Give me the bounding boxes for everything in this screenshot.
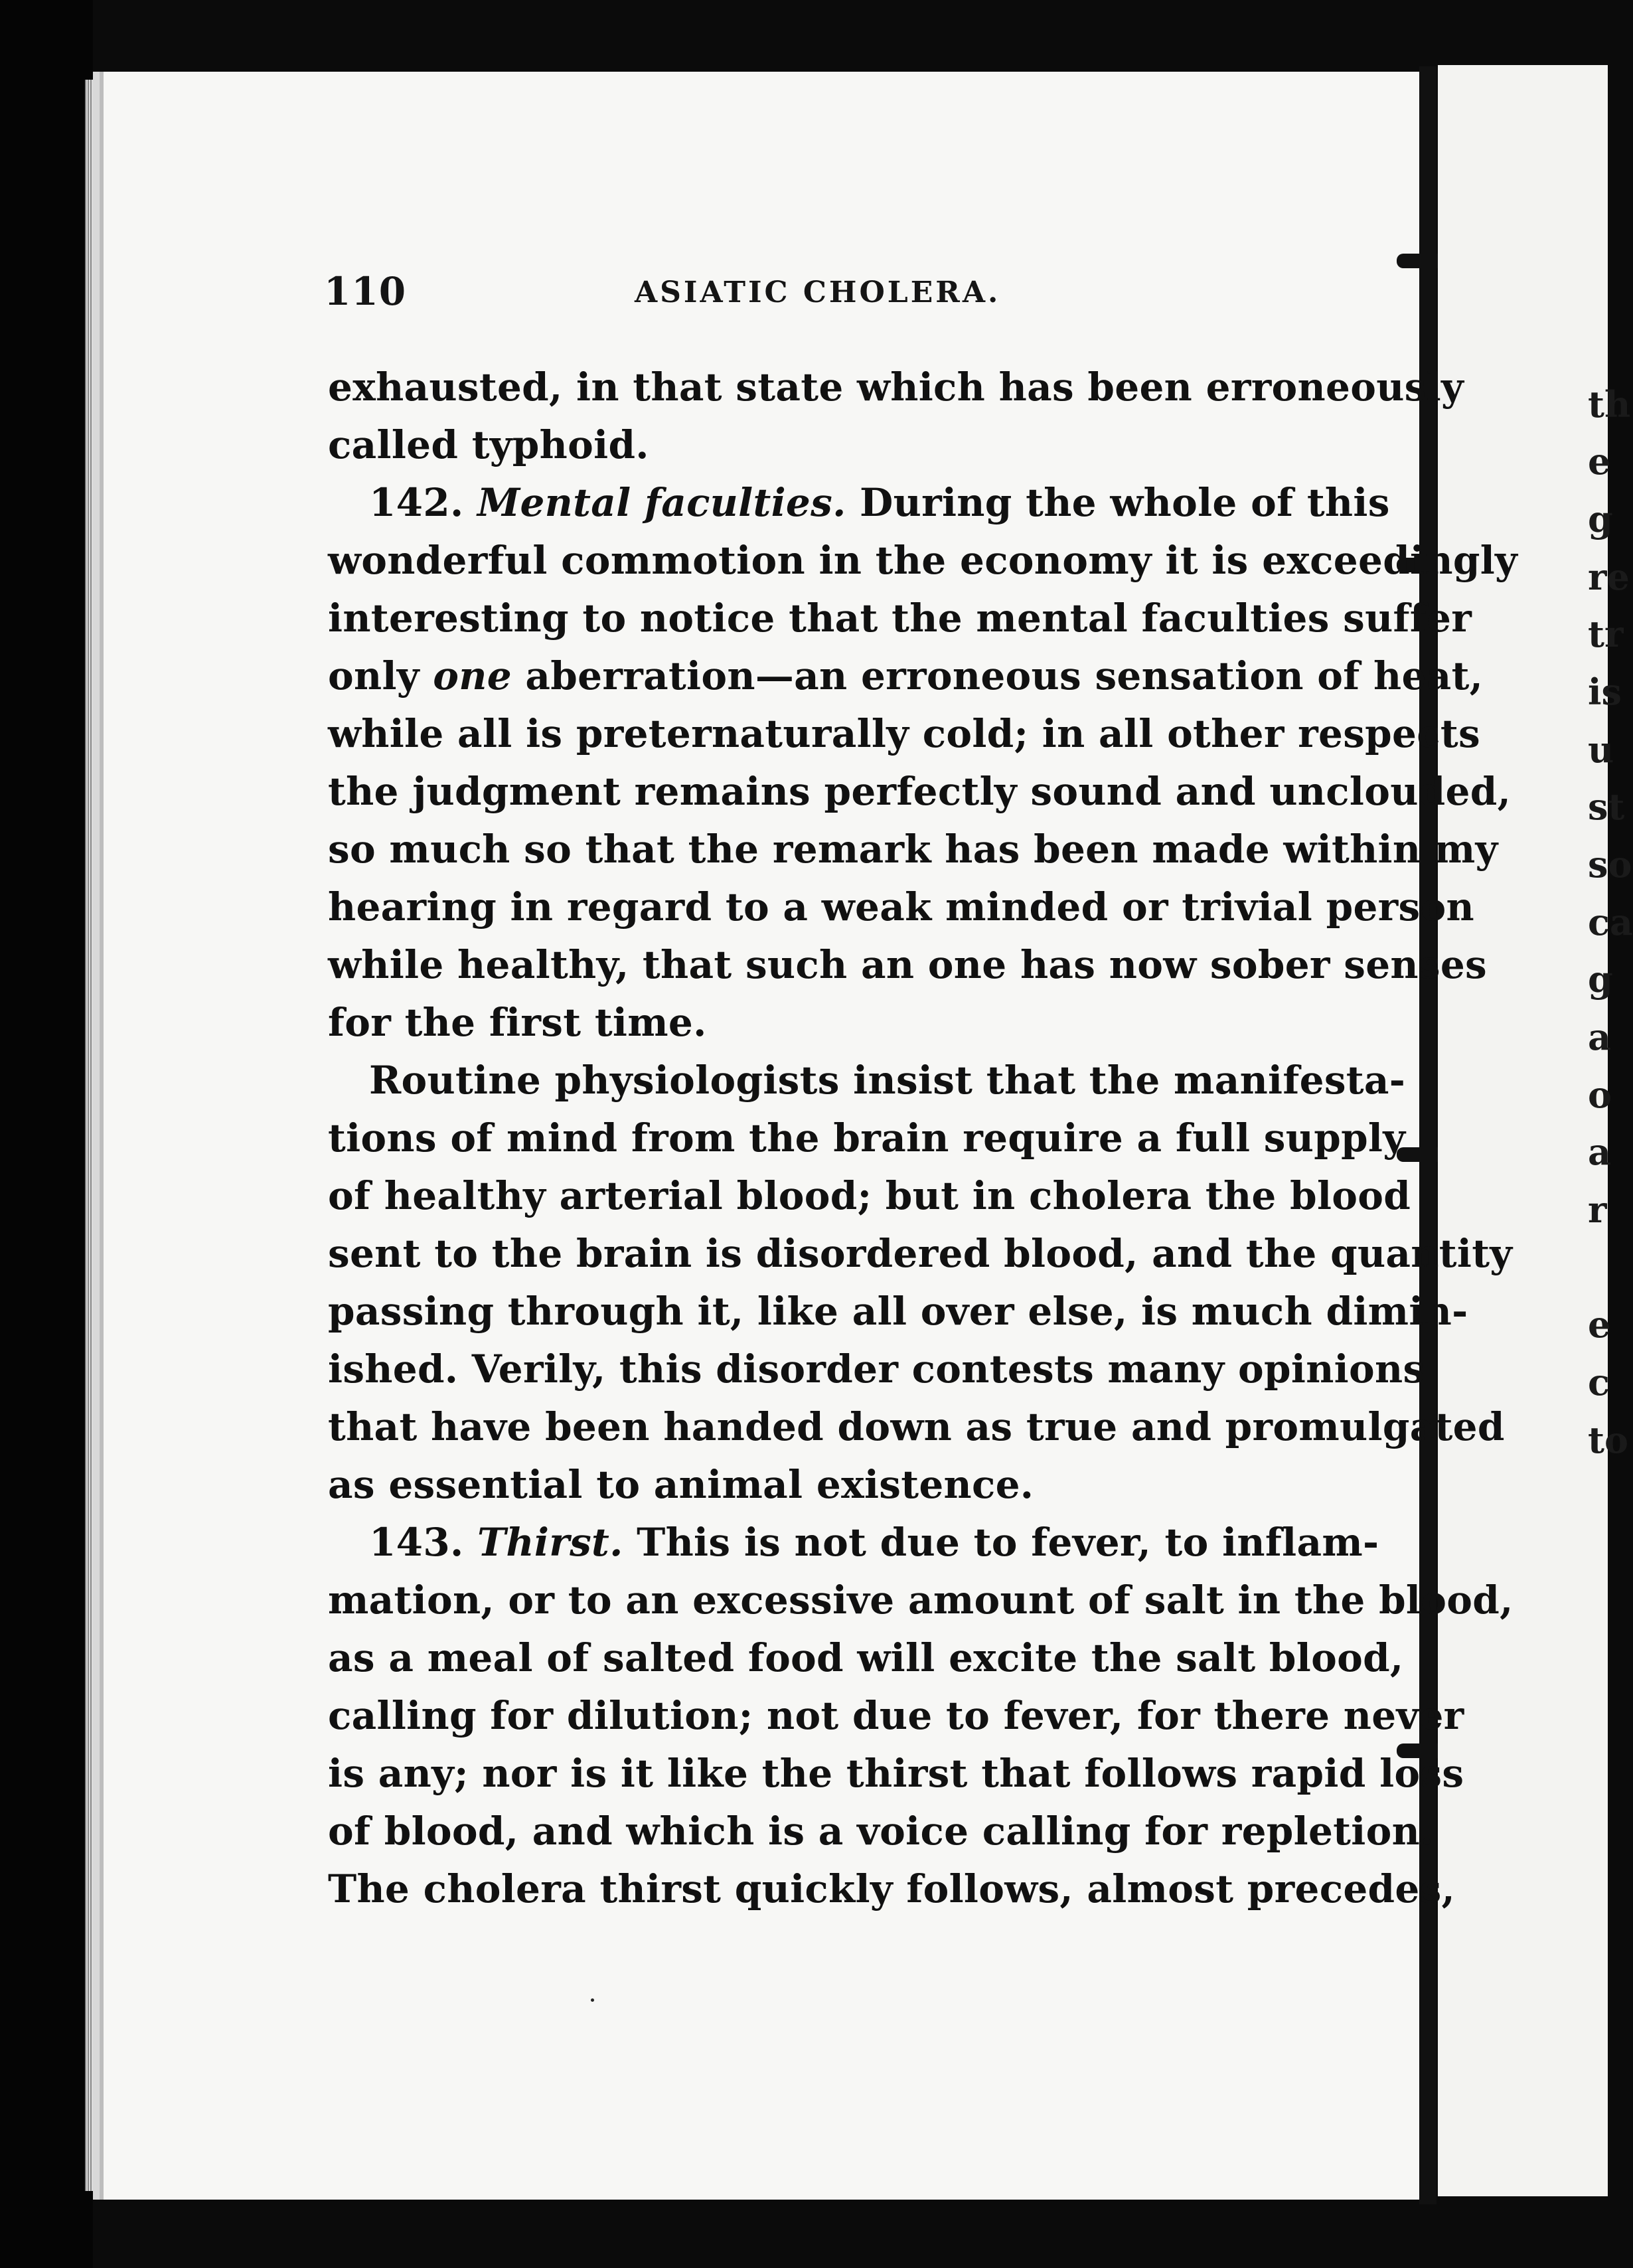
facing-page-word-fragment: g	[1588, 958, 1613, 1001]
line-text: as a meal of salted food will excite the salt blood,	[328, 1635, 1404, 1680]
line-text: This is not due to fever, to inflam-	[623, 1520, 1379, 1565]
text-line	[328, 474, 1390, 532]
text-line	[328, 821, 1498, 878]
text-line	[328, 647, 1484, 705]
text-line	[328, 1572, 1514, 1629]
section-number: 143.	[369, 1520, 464, 1565]
facing-page-word-fragment: e	[1588, 1303, 1611, 1346]
page-number: 110	[324, 269, 407, 314]
facing-page-word-fragment: a	[1588, 1016, 1611, 1058]
facing-page-word-fragment: e	[1588, 440, 1611, 483]
text-line	[328, 1803, 1434, 1860]
text-line	[328, 1514, 1379, 1572]
line-text: Routine physiologists insist that the manifesta-	[369, 1058, 1406, 1103]
text-line	[328, 1225, 1513, 1283]
text-line	[328, 1745, 1464, 1803]
line-text: as essential to animal existence.	[328, 1462, 1034, 1507]
text-line	[328, 1398, 1505, 1456]
line-text: hearing in regard to a weak minded or trivial person	[328, 884, 1474, 930]
scan-speck	[591, 1998, 594, 2002]
facing-page-word-fragment: st	[1588, 785, 1625, 828]
text-line	[328, 763, 1512, 821]
line-text: wonderful commotion in the economy it is exceedingly	[328, 538, 1518, 583]
facing-page-word-fragment: g	[1588, 498, 1613, 540]
facing-page-word-fragment: o	[1588, 1074, 1612, 1116]
page-body-text	[328, 359, 1518, 1918]
line-text: for the first time.	[328, 1000, 707, 1045]
facing-page-word-fragment: re	[1588, 556, 1630, 598]
facing-page-word-fragment: c	[1588, 1361, 1610, 1404]
text-line	[328, 1283, 1468, 1340]
line-text: passing through it, like all over else, is much dimin-	[328, 1289, 1468, 1334]
text-line	[328, 532, 1518, 590]
text-line	[328, 994, 1290, 1052]
text-line	[328, 705, 1480, 763]
line-text: calling for dilution; not due to fever, for there never	[328, 1693, 1464, 1738]
text-line	[328, 416, 1290, 474]
text-line	[328, 590, 1472, 647]
text-line	[328, 878, 1474, 936]
text-line	[328, 1052, 1406, 1109]
text-line	[328, 1109, 1406, 1167]
facing-page-word-fragment: th	[1588, 383, 1631, 426]
line-text: is any; nor is it like the thirst that follows rapid loss	[328, 1751, 1464, 1796]
text-line	[328, 1860, 1456, 1918]
facing-page-word-fragment: ca	[1588, 901, 1633, 943]
line-text: sent to the brain is disordered blood, and the quantity	[328, 1231, 1513, 1276]
line-text: The cholera thirst quickly follows, almost precedes,	[328, 1866, 1456, 1911]
facing-page-word-fragment: a	[1588, 1131, 1611, 1173]
line-text: mation, or to an excessive amount of salt in the blood,	[328, 1578, 1514, 1623]
text-line	[328, 359, 1464, 416]
facing-page-word-fragment: u	[1588, 728, 1614, 771]
line-text: of healthy arterial blood; but in cholera the blood	[328, 1173, 1411, 1218]
italic-text: one	[433, 653, 512, 698]
facing-page-word-fragment: to	[1588, 1419, 1628, 1461]
text-line	[328, 1687, 1464, 1745]
facing-page-word-fragment: tr	[1588, 613, 1624, 655]
line-text: the judgment remains perfectly sound and unclouded,	[328, 769, 1512, 814]
line-text: During the whole of this	[846, 480, 1390, 525]
text-line	[328, 1456, 1290, 1514]
book-binding-shadow	[0, 0, 93, 2268]
text-line	[328, 1167, 1411, 1225]
facing-page-word-fragment: so	[1588, 843, 1632, 886]
line-text: that have been handed down as true and promulgated	[328, 1404, 1505, 1449]
line-text: of blood, and which is a voice calling for repletion.	[328, 1809, 1434, 1854]
line-text: while healthy, that such an one has now sober senses	[328, 942, 1487, 987]
text-line	[328, 1629, 1404, 1687]
line-text: so much so that the remark has been made within my	[328, 827, 1498, 872]
facing-page-word-fragment: r	[1588, 1188, 1607, 1231]
line-text: while all is preternaturally cold; in all other respects	[328, 711, 1480, 756]
italic-text: Thirst.	[477, 1520, 623, 1565]
line-text: aberration—an erroneous sensation of heat,	[511, 653, 1484, 698]
line-text: exhausted, in that state which has been erroneously	[328, 364, 1464, 410]
line-text: ished. Verily, this disorder contests many opinions	[328, 1346, 1425, 1392]
text-line	[328, 936, 1487, 994]
line-text: tions of mind from the brain require a full supply	[328, 1115, 1406, 1161]
line-text: called typhoid.	[328, 422, 649, 467]
line-text: interesting to notice that the mental faculties suffer	[328, 596, 1472, 641]
section-number: 142.	[369, 480, 464, 525]
line-prefix: only	[328, 653, 433, 698]
running-head: ASIATIC CHOLERA.	[635, 276, 1001, 309]
italic-text: Mental faculties.	[477, 480, 846, 525]
page-header	[324, 269, 1320, 322]
facing-page-word-fragment: is	[1588, 671, 1622, 713]
text-line	[328, 1340, 1425, 1398]
